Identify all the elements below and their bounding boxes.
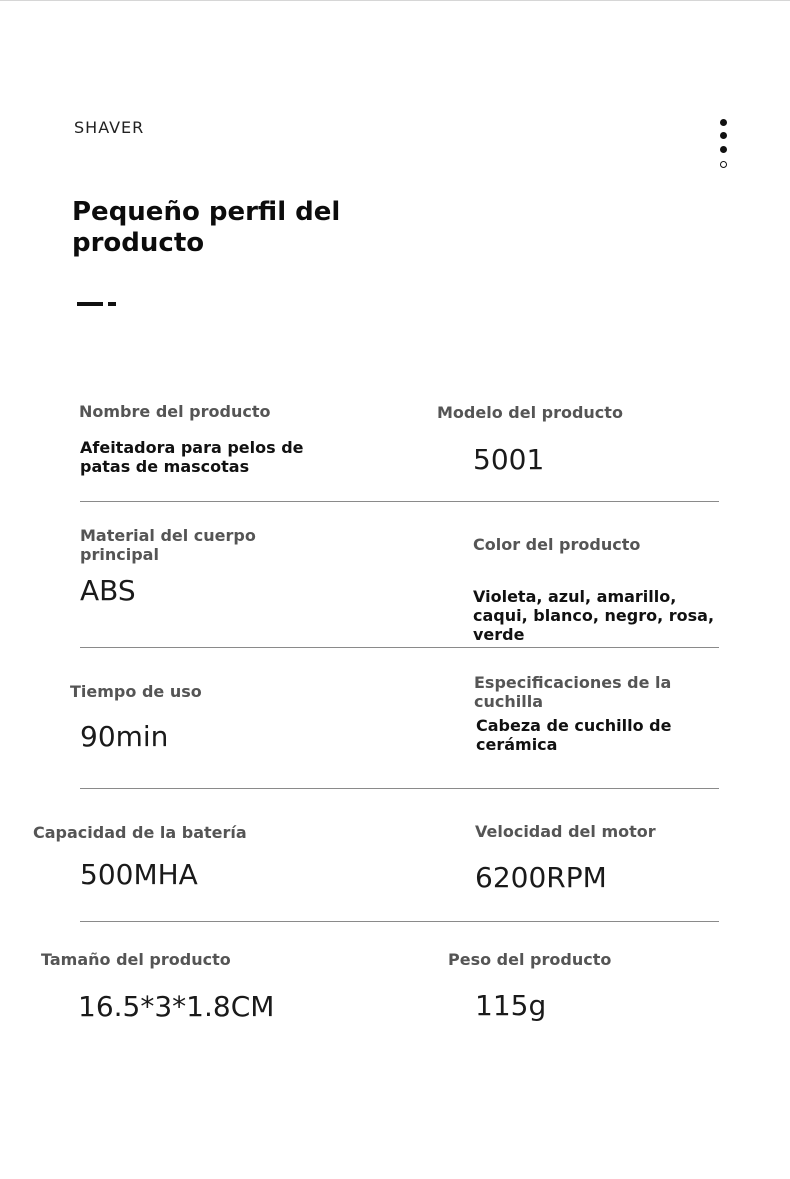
hollow-dot-icon <box>720 161 727 168</box>
spec-label-model: Modelo del producto <box>437 403 623 422</box>
spec-label-material: Material del cuerpo principal <box>80 526 256 564</box>
top-border <box>0 0 790 1</box>
spec-label-blade: Especificaciones de la cuchilla <box>474 673 672 711</box>
spec-label-weight: Peso del producto <box>448 950 612 969</box>
dot-icon <box>720 119 727 126</box>
spec-value-blade: Cabeza de cuchillo de cerámica <box>476 716 672 754</box>
spec-value-motor-speed: 6200RPM <box>475 861 607 894</box>
row-divider <box>80 921 719 922</box>
spec-value-material: ABS <box>80 574 136 607</box>
page-title: Pequeño perfil del producto <box>72 197 341 258</box>
spec-value-weight: 115g <box>475 989 547 1022</box>
spec-label-product-name: Nombre del producto <box>79 402 271 421</box>
spec-value-usage-time: 90min <box>80 720 169 753</box>
spec-label-size: Tamaño del producto <box>41 950 231 969</box>
spec-label-usage-time: Tiempo de uso <box>70 682 202 701</box>
title-accent-dash <box>77 302 103 306</box>
row-divider <box>80 788 719 789</box>
spec-label-motor-speed: Velocidad del motor <box>475 822 656 841</box>
spec-value-product-name: Afeitadora para pelos de patas de mascotas <box>80 438 304 476</box>
spec-value-model: 5001 <box>473 443 545 476</box>
spec-value-color: Violeta, azul, amarillo, caqui, blanco, negro, rosa, verde <box>473 587 715 644</box>
dot-icon <box>720 146 727 153</box>
dot-icon <box>720 132 727 139</box>
spec-value-battery: 500MHA <box>80 858 198 891</box>
title-accent-dot <box>108 302 116 306</box>
more-options-icon[interactable] <box>718 119 730 171</box>
row-divider <box>80 501 719 502</box>
spec-label-battery: Capacidad de la batería <box>33 823 247 842</box>
brand-label: SHAVER <box>74 118 145 137</box>
spec-label-color: Color del producto <box>473 535 641 554</box>
row-divider <box>80 647 719 648</box>
spec-value-size: 16.5*3*1.8CM <box>78 990 275 1023</box>
